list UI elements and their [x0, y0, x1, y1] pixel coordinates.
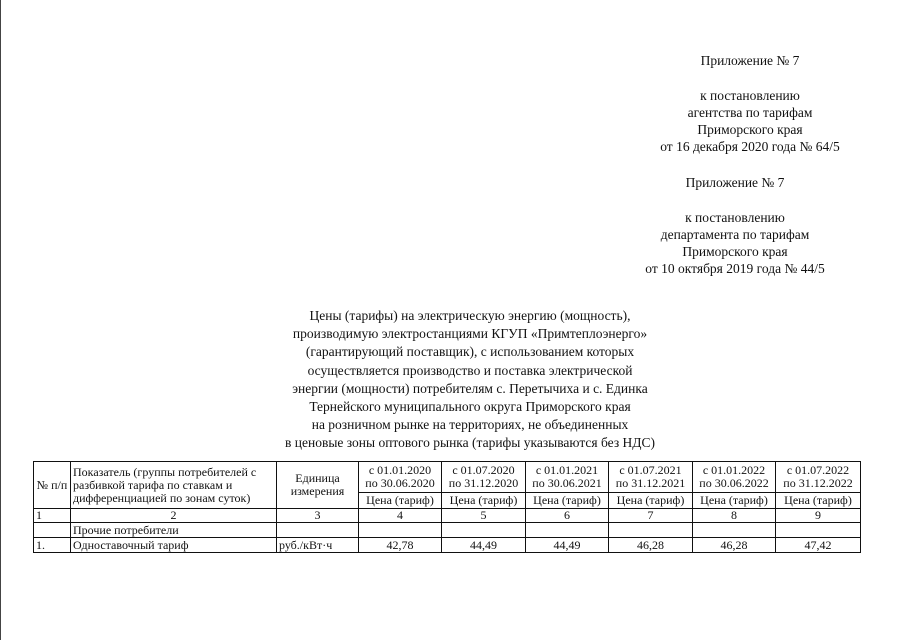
period-from: с 01.07.2022: [786, 463, 850, 477]
title-line: энергии (мощности) потребителям с. Перетычиха и с. Единка: [292, 380, 648, 396]
header-unit: Единица измерения: [277, 462, 359, 509]
approval-block-2: [600, 174, 870, 277]
group-cell: [442, 523, 526, 538]
tariff-table: [33, 461, 861, 553]
header-price-label: Цена (тариф): [359, 493, 442, 509]
header-price-label: Цена (тариф): [776, 493, 861, 509]
group-label: Прочие потребители: [71, 523, 277, 538]
group-cell: [526, 523, 609, 538]
approval-line: к постановлению: [700, 88, 800, 103]
row-value: 46,28: [693, 538, 776, 553]
title-line: Цены (тарифы) на электрическую энергию (мощность),: [309, 308, 631, 323]
header-period: [359, 462, 442, 493]
header-indicator: Показатель (группы потребителей с разбивкой тарифа по ставкам и дифференциацией по зонам суток): [71, 462, 277, 509]
header-num: № п/п: [34, 462, 71, 509]
column-number: 8: [693, 509, 776, 523]
title-line: (гарантирующий поставщик), с использованием которых: [305, 344, 635, 360]
approval-line: Приморского края: [697, 122, 803, 137]
approval-line: Приморского края: [682, 244, 788, 259]
period-from: с 01.01.2020: [368, 463, 432, 477]
document-title: [240, 307, 700, 453]
period-to: по 31.12.2020: [448, 476, 519, 490]
row-indicator: Одноставочный тариф: [71, 538, 277, 553]
row-value: 47,42: [776, 538, 861, 553]
row-value: 44,49: [442, 538, 526, 553]
row-value: 44,49: [526, 538, 609, 553]
group-cell: [609, 523, 693, 538]
row-num: 1.: [34, 538, 71, 553]
header-price-label: Цена (тариф): [609, 493, 693, 509]
column-number: 1: [34, 509, 71, 523]
column-number: 4: [359, 509, 442, 523]
title-line: в ценовые зоны оптового рынка (тарифы указываются без НДС): [285, 435, 655, 451]
group-cell: [359, 523, 442, 538]
period-to: по 31.12.2021: [615, 476, 686, 490]
approval-line: от 10 октября 2019 года № 44/5: [645, 261, 825, 276]
row-unit: руб./кВт·ч: [277, 538, 359, 553]
title-line: Тернейского муниципального округа Приморского края: [309, 399, 631, 415]
header-period: [609, 462, 693, 493]
header-price-label: Цена (тариф): [442, 493, 526, 509]
table-row: [34, 538, 861, 553]
group-cell: [277, 523, 359, 538]
group-cell: [34, 523, 71, 538]
period-to: по 30.06.2021: [532, 476, 602, 490]
column-number: 5: [442, 509, 526, 523]
header-period: [442, 462, 526, 493]
period-to: по 30.06.2020: [365, 476, 435, 490]
period-to: по 30.06.2022: [699, 476, 769, 490]
page-edge: [0, 0, 1, 640]
period-from: с 01.07.2021: [619, 463, 682, 477]
approval-block-1: [630, 52, 870, 155]
title-line: производимую электростанциями КГУП «Примтеплоэнерго»: [292, 326, 648, 342]
row-value: 46,28: [609, 538, 693, 553]
period-from: с 01.01.2022: [702, 463, 766, 477]
title-line: на розничном рынке на территориях, не объединенных: [311, 417, 629, 433]
period-from: с 01.07.2020: [452, 463, 515, 477]
header-period: [776, 462, 861, 493]
column-number: 9: [776, 509, 861, 523]
header-price-label: Цена (тариф): [526, 493, 609, 509]
approval-line: от 16 декабря 2020 года № 64/5: [660, 139, 840, 154]
column-number: 6: [526, 509, 609, 523]
title-line: осуществляется производство и поставка электрической: [307, 362, 633, 378]
group-cell: [693, 523, 776, 538]
column-number: 3: [277, 509, 359, 523]
column-number: 2: [71, 509, 277, 523]
period-to: по 31.12.2022: [783, 476, 853, 490]
header-period: [526, 462, 609, 493]
approval-line: департамента по тарифам: [660, 227, 810, 242]
column-number: 7: [609, 509, 693, 523]
approval-title: Приложение № 7: [700, 53, 800, 68]
group-cell: [776, 523, 861, 538]
approval-line: агентства по тарифам: [687, 105, 813, 120]
period-from: с 01.01.2021: [535, 463, 599, 477]
row-value: 42,78: [359, 538, 442, 553]
approval-title: Приложение № 7: [685, 175, 785, 190]
header-period: [693, 462, 776, 493]
header-price-label: Цена (тариф): [693, 493, 776, 509]
approval-line: к постановлению: [685, 210, 785, 225]
